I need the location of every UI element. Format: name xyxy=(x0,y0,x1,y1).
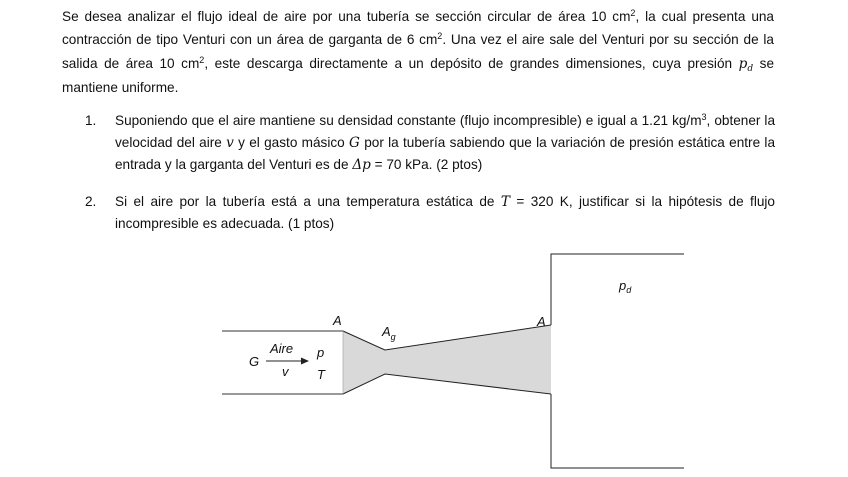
intro-text: se mantiene uniforme. xyxy=(62,55,775,95)
superscript: 2 xyxy=(437,31,443,42)
venturi-shape xyxy=(343,325,551,394)
intro-text: . Una vez el aire sale del Venturi por su sección de la salida de área 10 cm xyxy=(62,32,774,71)
subscript: d xyxy=(747,63,754,74)
math-symbol: T xyxy=(500,194,510,210)
question-text: Si el aire por la tubería está a una temperatura estática de T = 320 K, justificar si la hipótesis de flujo incompresible es adecuada. (1 ptos) xyxy=(115,194,775,231)
label-area-inlet: A xyxy=(333,313,342,328)
intro-text: , la cual presenta una contracción de tipo Venturi con un área de garganta de 6 cm xyxy=(62,9,774,48)
superscript: 3 xyxy=(701,112,707,122)
superscript: 2 xyxy=(630,8,636,18)
math-symbol: v xyxy=(226,135,234,151)
math-symbol: Δp xyxy=(352,157,371,173)
label-pressure: p xyxy=(317,345,325,360)
reservoir-wall xyxy=(551,254,684,325)
label-area-outlet: A xyxy=(537,314,546,329)
label-velocity: v xyxy=(282,364,289,379)
arrow-head xyxy=(301,358,309,365)
question-text: Suponiendo que el aire mantiene su densidad constante (flujo incompresible) e igual a 1.21 $kg/m^3$, obtener la velocidad del aire v y el gasto másico G por la tubería sabiendo que la variación de presión estática entre la entrada y la garganta del Venturi es de Δp = 70 kPa. (2 ptos) xyxy=(115,112,776,173)
intro-text: , este descarga directamente a un depósito de grandes dimensiones, cuya presión xyxy=(204,55,739,71)
intro-text: Se desea analizar el flujo ideal de aire por una tubería se sección circular de área 10 cm xyxy=(62,9,631,24)
question-number: 1. xyxy=(85,113,97,128)
label-air: Aire xyxy=(270,341,294,356)
label-reservoir-pressure: $p_d$ xyxy=(619,278,632,295)
label-mass-flow: G xyxy=(249,354,260,369)
superscript: 2 xyxy=(199,54,205,65)
question-number: 2. xyxy=(85,194,97,209)
reservoir-wall xyxy=(551,394,684,468)
label-temperature: T xyxy=(317,367,325,382)
math-symbol: G xyxy=(349,135,360,151)
label-throat-area: $A_g$ xyxy=(382,324,396,342)
math-symbol: p xyxy=(738,55,748,72)
